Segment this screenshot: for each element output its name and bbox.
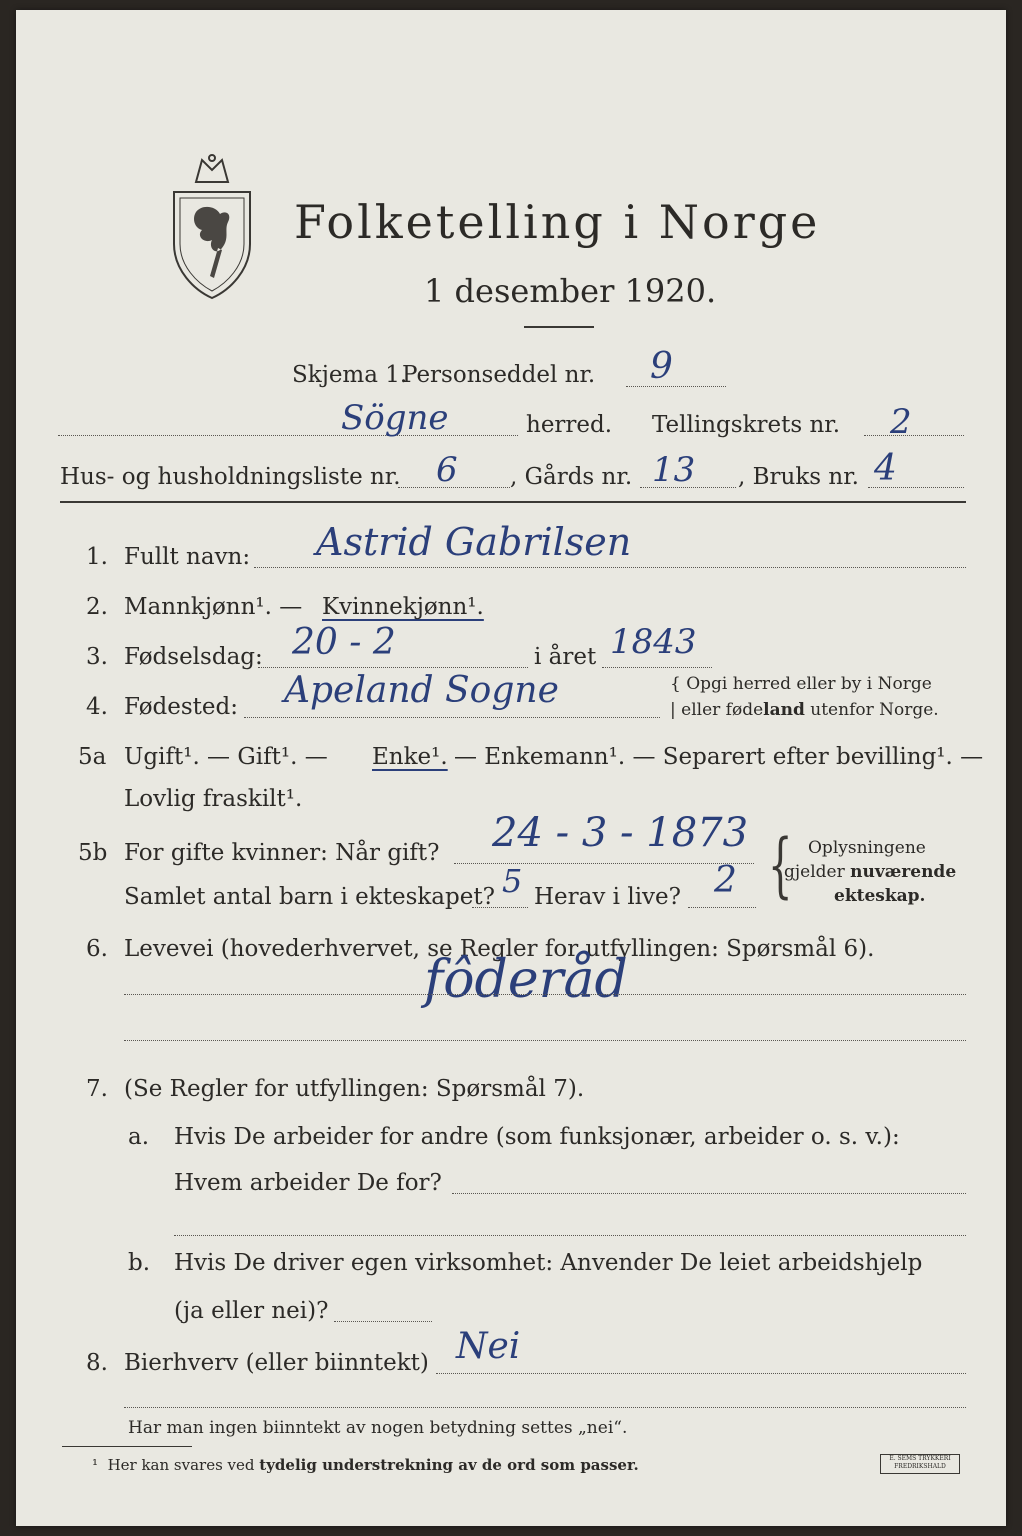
q5b-note2-a: gjelder: [784, 862, 851, 882]
q5b-brace: {: [768, 824, 793, 906]
q7-label: (Se Regler for utfyllingen: Spørsmål 7).: [124, 1076, 585, 1102]
q8-number: 8.: [86, 1350, 108, 1376]
q3-aret-label: i året: [534, 644, 597, 670]
hus-value: 6: [436, 450, 458, 490]
q5b-number: 5b: [78, 840, 108, 866]
q5b-note2: [784, 862, 956, 882]
q5a-text-b: — Enkemann¹. — Separert efter bevilling¹. —: [454, 744, 984, 770]
bruks-value: 4: [874, 448, 897, 489]
q4-note2-a: eller føde: [681, 700, 764, 720]
q4-note-line1: { Opgi herred eller by i Norge: [670, 674, 932, 694]
q4-label: Fødested:: [124, 694, 239, 720]
q7-number: 7.: [86, 1076, 108, 1102]
q3-aret-field-line: [602, 667, 712, 668]
form-title: Folketelling i Norge: [294, 195, 821, 249]
bruks-label: , Bruks nr.: [738, 464, 859, 490]
q4-note2-c: utenfor Norge.: [804, 700, 939, 720]
q5b-barn-value: 5: [502, 862, 523, 900]
q5a-enke-underlined: Enke¹.: [372, 744, 448, 770]
q3-birthday-value: 20 - 2: [292, 622, 396, 663]
q7a-field-line-1: [452, 1193, 966, 1194]
q5b-note2-b: nuværende: [850, 862, 957, 882]
q7b-question: (ja eller nei)?: [174, 1298, 329, 1324]
q6-field-line-2: [124, 1040, 966, 1041]
q1-field-line: [254, 567, 966, 568]
q4-number: 4.: [86, 694, 108, 720]
hus-label: Hus- og husholdningsliste nr.: [60, 464, 401, 490]
q8-value: Nei: [456, 1326, 521, 1367]
q4-birthplace-value: Apeland Sogne: [284, 670, 559, 711]
tellingskrets-field-line: [864, 435, 964, 436]
herred-field-line: [58, 435, 518, 436]
personseddel-field-line: [626, 386, 726, 387]
printer-stamp: E. SEMS TRYKKERI FREDRIKSHALD: [880, 1454, 960, 1474]
q7a-question: Hvem arbeider De for?: [174, 1170, 442, 1196]
footnote-rule: [62, 1446, 192, 1447]
herred-label: herred.: [526, 412, 613, 438]
q2-mann: Mannkjønn¹. —: [124, 594, 303, 620]
tellingskrets-label: Tellingskrets nr.: [652, 412, 841, 438]
q5b-live-value: 2: [714, 860, 737, 901]
title-divider: [524, 326, 594, 328]
q1-full-name-value: Astrid Gabrilsen: [316, 520, 632, 564]
q3-year-value: 1843: [610, 622, 697, 662]
form-subtitle: 1 desember 1920.: [424, 272, 717, 310]
gards-label: , Gårds nr.: [510, 464, 633, 490]
q1-number: 1.: [86, 544, 108, 570]
q7a-text: Hvis De arbeider for andre (som funksjonær, arbeider o. s. v.):: [174, 1124, 900, 1150]
footer-note: Har man ingen biinntekt av nogen betydning settes „nei“.: [128, 1418, 628, 1438]
q7b-text: Hvis De driver egen virksomhet: Anvender De leiet arbeidshjelp: [174, 1250, 923, 1276]
q5b-field-line: [454, 863, 754, 864]
q1-label: Fullt navn:: [124, 544, 251, 570]
q6-number: 6.: [86, 936, 108, 962]
q5b-note3: ekteskap.: [834, 886, 926, 906]
skjema-label: Skjema 1.: [292, 362, 408, 388]
census-form-page: [16, 10, 1006, 1526]
q4-field-line: [244, 717, 660, 718]
q7b-letter: b.: [128, 1250, 151, 1276]
q2-number: 2.: [86, 594, 108, 620]
q4-note1: Opgi herred eller by i Norge: [686, 674, 932, 694]
footnote-number: ¹: [92, 1456, 99, 1474]
q3-label: Fødselsdag:: [124, 644, 263, 670]
personseddel-label: Personseddel nr.: [402, 362, 596, 388]
footnote-text-b: tydelig understrekning av de ord som passer.: [259, 1456, 639, 1474]
coat-of-arms-icon: [166, 152, 258, 302]
q5b-note1: Oplysningene: [808, 838, 926, 858]
q3-number: 3.: [86, 644, 108, 670]
q2-kvinne-underlined: Kvinnekjønn¹.: [322, 594, 484, 620]
header-separator: [60, 501, 966, 503]
q3-field-line: [258, 667, 528, 668]
personseddel-value: 9: [650, 346, 673, 387]
footnote-text-a: Her kan svares ved: [107, 1456, 260, 1474]
q5b-live-label: Herav i live?: [534, 884, 681, 910]
q7a-field-line-2: [174, 1235, 966, 1236]
q6-label: Levevei (hovederhvervet, se Regler for utfyllingen: Spørsmål 6).: [124, 936, 875, 962]
herred-value: Sögne: [341, 398, 449, 438]
q5b-live-field-line: [688, 907, 756, 908]
gards-value: 13: [652, 450, 696, 490]
q8-field-line-1: [436, 1373, 966, 1374]
q4-note2-b: land: [763, 700, 805, 720]
q6-occupation-value: fôderåd: [424, 950, 628, 1010]
q8-label: Bierhverv (eller biinntekt): [124, 1350, 429, 1376]
q7b-field-line: [334, 1321, 432, 1322]
q7a-letter: a.: [128, 1124, 150, 1150]
q5a-number: 5a: [78, 744, 107, 770]
q5b-label: For gifte kvinner: Når gift?: [124, 840, 440, 866]
q5b-barn-field-line: [472, 907, 528, 908]
footnote: [92, 1456, 639, 1474]
q5a-text-a: Ugift¹. — Gift¹. —: [124, 744, 328, 770]
q6-field-line-1: [124, 994, 966, 995]
q8-field-line-2: [124, 1407, 966, 1408]
tellingskrets-value: 2: [890, 402, 912, 442]
q4-note-line2: | eller fødeland utenfor Norge.: [670, 700, 939, 720]
q5a-line2: Lovlig fraskilt¹.: [124, 786, 303, 812]
q5b-barn-label: Samlet antal barn i ekteskapet?: [124, 884, 495, 910]
q5b-married-date-value: 24 - 3 - 1873: [492, 810, 749, 856]
